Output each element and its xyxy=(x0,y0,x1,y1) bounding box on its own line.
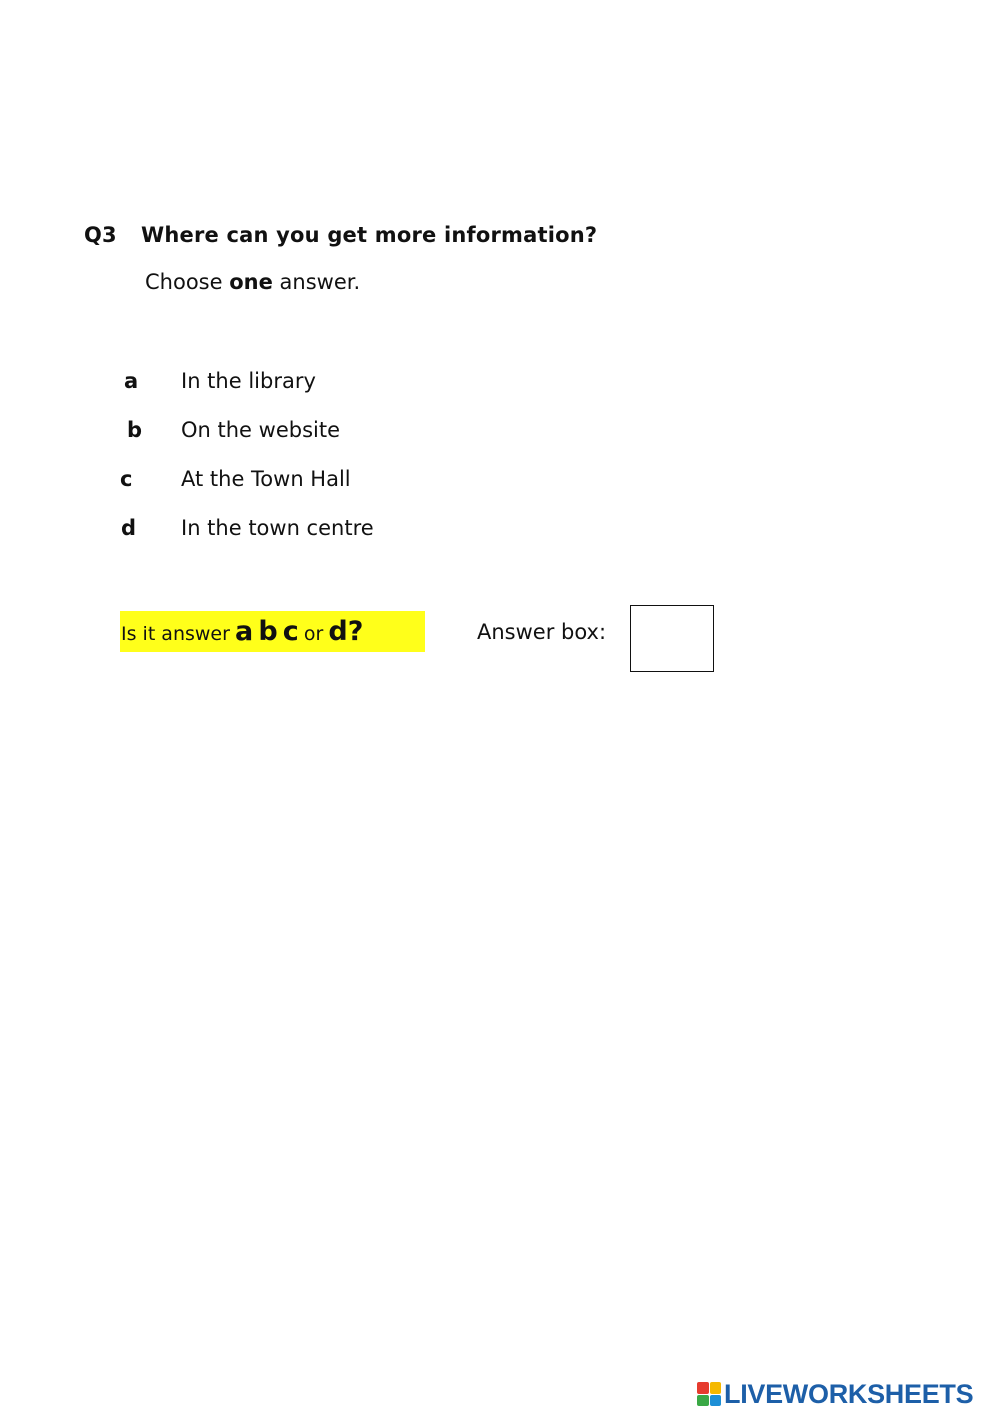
option-letter: c xyxy=(120,467,133,491)
option-d xyxy=(0,516,600,546)
answer-box-input[interactable] xyxy=(630,605,714,672)
liveworksheets-logo xyxy=(697,1378,973,1410)
logo-square-icon xyxy=(697,1395,709,1407)
option-text: In the library xyxy=(181,369,316,393)
option-text: On the website xyxy=(181,418,341,442)
instruction-emphasis: one xyxy=(229,270,273,294)
instruction-suffix: answer. xyxy=(279,270,361,294)
option-b xyxy=(0,418,600,448)
prompt-letter-b: b xyxy=(258,616,278,647)
logo-square-icon xyxy=(710,1395,722,1407)
option-text: At the Town Hall xyxy=(181,467,351,491)
question-number: Q3 xyxy=(84,223,117,247)
option-letter: a xyxy=(124,369,139,393)
prompt-or: or xyxy=(303,623,324,645)
instruction-text xyxy=(145,270,360,294)
option-letter: d xyxy=(121,516,137,540)
prompt-letter-c: c xyxy=(282,616,299,647)
question-text: Where can you get more information? xyxy=(141,223,598,247)
instruction-prefix: Choose xyxy=(145,270,223,294)
prompt-lead: Is it answer xyxy=(121,623,230,645)
prompt-letter-d: d? xyxy=(328,616,364,647)
logo-square-icon xyxy=(697,1382,709,1394)
option-c xyxy=(0,467,600,497)
option-a xyxy=(0,369,600,399)
logo-square-icon xyxy=(710,1382,722,1394)
option-letter: b xyxy=(127,418,143,442)
liveworksheets-icon xyxy=(697,1382,721,1406)
brand-name: LIVEWORKSHEETS xyxy=(724,1378,974,1409)
option-text: In the town centre xyxy=(181,516,374,540)
answer-box-label: Answer box: xyxy=(477,620,607,644)
answer-prompt-highlight xyxy=(120,611,425,652)
prompt-letter-a: a xyxy=(235,616,254,647)
